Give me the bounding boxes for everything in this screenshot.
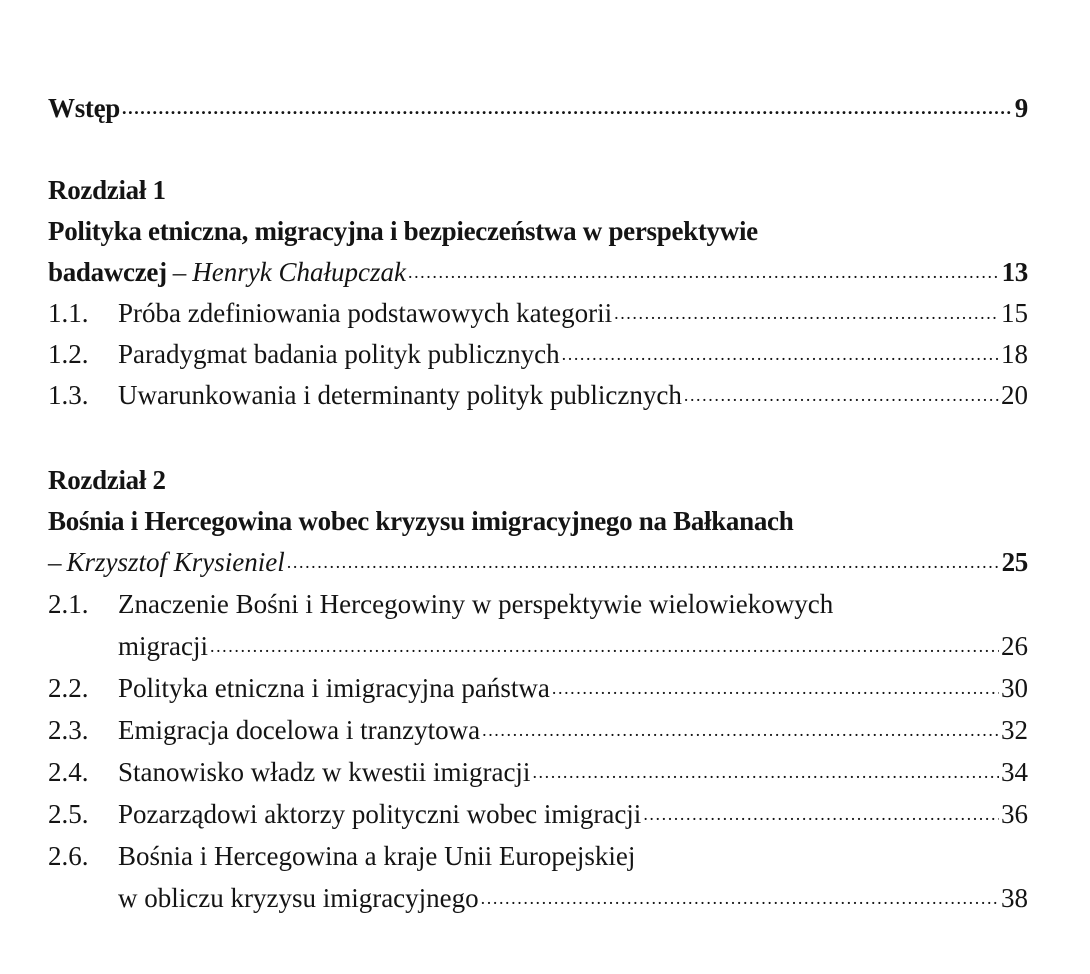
page-number: 36 xyxy=(1001,799,1028,829)
section-number: 1.3. xyxy=(48,380,89,410)
chapter-title: Bośnia i Hercegowina wobec kryzysu imigracyjnego na Bałkanach xyxy=(48,506,794,536)
chapter-author: Henryk Chałupczak xyxy=(192,257,406,287)
section-number: 2.2. xyxy=(48,673,89,703)
section-title: Pozarządowi aktorzy polityczni wobec imigracji xyxy=(118,799,642,829)
section-title-continued: migracji xyxy=(118,631,208,661)
chapter-author: Krzysztof Krysieniel xyxy=(66,547,285,577)
page-number: 13 xyxy=(1001,257,1028,287)
toc-entry-chapter-1 xyxy=(48,248,1028,288)
dot-leader xyxy=(562,338,999,370)
chapter-label: Rozdział 1 xyxy=(48,175,166,205)
section-title: Polityka etniczna i imigracyjna państwa xyxy=(118,673,550,703)
chapter-title-continued: badawczej xyxy=(48,257,167,287)
section-number: 2.6. xyxy=(48,841,89,871)
dot-leader xyxy=(122,92,1013,124)
dot-leader xyxy=(481,882,999,914)
section-title: Uwarunkowania i determinanty polityk publicznych xyxy=(118,380,682,410)
toc-entry-intro xyxy=(48,84,1028,124)
section-number: 2.1. xyxy=(48,589,89,619)
page-number: 18 xyxy=(1001,339,1028,369)
page-number: 26 xyxy=(1001,631,1028,661)
section-title: Próba zdefiniowania podstawowych kategorii xyxy=(118,298,613,328)
dot-leader xyxy=(287,546,1000,578)
section-number: 2.3. xyxy=(48,715,89,745)
section-number: 1.2. xyxy=(48,339,89,369)
dot-leader xyxy=(552,672,999,704)
page-number: 30 xyxy=(1001,673,1028,703)
toc-section-2-1-continued xyxy=(48,622,1028,662)
chapter-title: Polityka etniczna, migracyjna i bezpieczeństwa w perspektywie xyxy=(48,216,758,246)
section-number: 2.5. xyxy=(48,799,89,829)
section-title: Znaczenie Bośni i Hercegowiny w perspektywie wielowiekowych xyxy=(118,589,834,619)
toc-section-1-2 xyxy=(48,330,1028,370)
dot-leader xyxy=(482,714,999,746)
toc-section-2-6-continued xyxy=(48,874,1028,914)
dot-leader xyxy=(210,630,999,662)
section-title: Stanowisko władz w kwestii imigracji xyxy=(118,757,531,787)
section-title: Emigracja docelowa i tranzytowa xyxy=(118,715,481,745)
page-number: 32 xyxy=(1001,715,1028,745)
toc-section-2-4 xyxy=(48,748,1028,788)
dot-leader xyxy=(614,297,999,329)
section-number: 1.1. xyxy=(48,298,89,328)
toc-entry-title: Wstęp xyxy=(48,93,120,123)
page-number: 9 xyxy=(1014,93,1028,123)
section-number: 2.4. xyxy=(48,757,89,787)
toc-section-2-6 xyxy=(48,832,1028,872)
toc-section-2-1 xyxy=(48,580,1028,620)
dot-leader xyxy=(408,256,1000,288)
dot-leader xyxy=(643,798,999,830)
author-dash: – xyxy=(172,257,187,287)
toc-entry-chapter-2 xyxy=(48,538,1028,578)
dot-leader xyxy=(532,756,999,788)
dot-leader xyxy=(684,379,999,411)
page-number: 25 xyxy=(1001,547,1028,577)
page-number: 38 xyxy=(1001,883,1028,913)
page-number: 20 xyxy=(1001,380,1028,410)
toc-section-1-1 xyxy=(48,289,1028,329)
author-dash: – xyxy=(48,547,62,577)
toc-section-2-5 xyxy=(48,790,1028,830)
section-title-continued: w obliczu kryzysu imigracyjnego xyxy=(118,883,479,913)
page-number: 15 xyxy=(1001,298,1028,328)
section-title: Bośnia i Hercegowina a kraje Unii Europejskiej xyxy=(118,841,636,871)
chapter-label: Rozdział 2 xyxy=(48,465,166,495)
toc-section-1-3 xyxy=(48,371,1028,411)
toc-section-2-3 xyxy=(48,706,1028,746)
section-title: Paradygmat badania polityk publicznych xyxy=(118,339,560,369)
toc-section-2-2 xyxy=(48,664,1028,704)
page-number: 34 xyxy=(1001,757,1028,787)
